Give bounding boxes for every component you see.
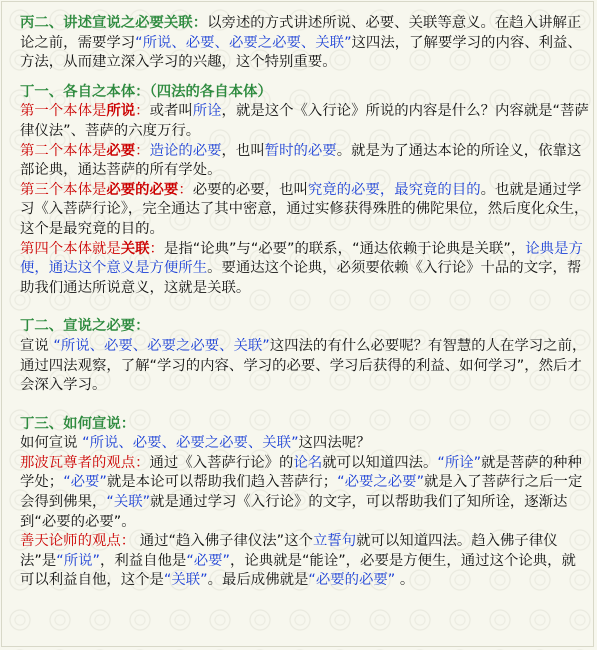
text: 必要的必要，也叫 [192,181,308,198]
text: 如何宣说 [20,435,83,452]
item-term: 所说 [106,103,136,120]
item-label: 第二个本体是 [20,142,107,159]
spacer [20,73,590,83]
text: 。 [395,572,415,589]
separator: ， [379,181,395,198]
item-term: 关联 [120,240,150,257]
view-label: 那波瓦尊者的观点： [20,454,150,471]
highlight: 究竟的必要 [307,181,380,198]
item-label: 第三个本体是 [20,181,107,198]
quote-four-dharmas: “所说、必要、必要之必要、关联” [53,337,270,354]
quote-four-dharmas: “所说、必要、必要之必要、关联” [135,34,352,51]
highlight: 论典是方便，通达这个意义是方便所生 [20,240,583,277]
item-2 [20,142,590,181]
item-4 [20,240,590,299]
section-heading-ding2: 丁二、宣说之必要： [20,318,150,335]
paragraph-ding2 [20,337,590,396]
paragraph-ding3-intro [20,434,590,454]
text: ，利益自他是 [99,552,187,569]
highlight: 最究竟的目的 [394,181,481,198]
text: 是指“论典”与“必要”的联系，“通达依赖于论典是关联”， [163,240,526,257]
section-heading-ding1: 丁一、各自之本体：（四法的各自本体） [20,83,272,100]
text: 或者叫 [149,103,193,120]
text: 通过《入菩萨行论》的 [149,454,294,471]
text: 就可以知道四法。 [322,454,438,471]
text: 就是菩萨的种种学处； [20,454,582,491]
paragraph-view-shantideva [20,532,590,591]
highlight: “关联” [163,572,208,589]
text: ，论典就是“能诠”，必要是方便生，通过这个论典，就可以利益自他，这个是 [20,552,576,589]
text: 就是入了菩萨行之后一定会得到佛果， [20,474,583,511]
view-label: 善天论师的观点： [20,533,136,550]
section-heading-ding3: 丁三、如何宣说： [20,415,136,432]
text: 这四法，了解要学习的内容、利益、方法，从而建立深入学习的兴趣，这个特别重要。 [20,34,582,71]
text: 。最后成佛就是 [207,572,309,589]
text: 宣说 [20,337,54,354]
highlight: 立誓句 [312,533,357,550]
text: 。要通达这个论典，必须要依赖《入行论》十品的文字，帮助我们通达所说意义，这就是关联。 [20,260,582,296]
highlight: “必要之必要” [337,474,425,491]
item-3 [20,181,590,240]
highlight: “关联” [106,494,151,511]
highlight: “必要” [63,474,107,491]
text: 就是本论可以帮助我们趋入菩萨行； [106,474,338,491]
item-colon: ： [135,103,150,120]
highlight: “必要” [186,552,231,569]
highlight: 造论的必要 [149,142,222,159]
item-colon: ： [178,181,193,198]
item-label: 第四个本体就是 [20,240,121,257]
highlight: 所诠 [192,103,222,120]
item-colon: ： [135,142,150,159]
spacer [20,396,590,415]
item-term: 必要 [106,142,136,159]
quote-four-dharmas: “所说、必要、必要之必要、关联” [82,435,299,452]
highlight: 暂时的必要 [264,142,337,159]
text: 以旁述的方式讲述所说、必要、关联等意义。在趋入讲解正论之前，需要学习 [20,15,582,51]
item-1 [20,102,590,141]
text: 。也就是通过学习《入菩萨行论》，完全通达了其中密意，通过实修获得殊胜的佛陀果位，然后度化众生，这个是最究竟的目的。 [20,181,589,237]
text: 就是通过学习《入行论》的文字，可以帮助我们了知所诠，逐渐达到“必要的必要”。 [20,494,568,530]
paragraph-bing2 [20,14,590,73]
highlight: “所说” [56,552,100,569]
paragraph-view-napowa [20,454,590,532]
text: 。就是为了通达本论的所诠义，依靠这部论典，通达菩萨的所有学处。 [20,142,582,179]
highlight: “所诠” [437,454,482,471]
section-heading-bing2: 丙二、讲述宣说之必要关联： [20,15,208,31]
text: 这四法的有什么必要呢？有智慧的人在学习之前，通过四法观察，了解“学习的内容、学习的必要、学习后获得的利益、如何学习”，然后才会深入学习。 [20,337,587,394]
text: ，就是这个《入行论》所说的内容是什么？内容就是“菩萨律仪法”、菩萨的六度万行。 [20,103,589,139]
item-term: 必要的必要 [106,181,179,198]
highlight: 论名 [293,454,323,471]
text: 通过“趋入佛子律仪法”这个 [135,533,313,550]
text: 就可以知道四法。趋入佛子律仪法”是 [20,533,558,569]
text: 这四法呢？ [298,435,371,452]
highlight: “必要的必要” [308,572,396,589]
spacer [20,298,590,317]
item-label: 第一个本体是 [20,103,107,120]
item-colon: ： [149,240,164,257]
document-body [20,14,590,591]
text: ，也叫 [221,142,265,159]
